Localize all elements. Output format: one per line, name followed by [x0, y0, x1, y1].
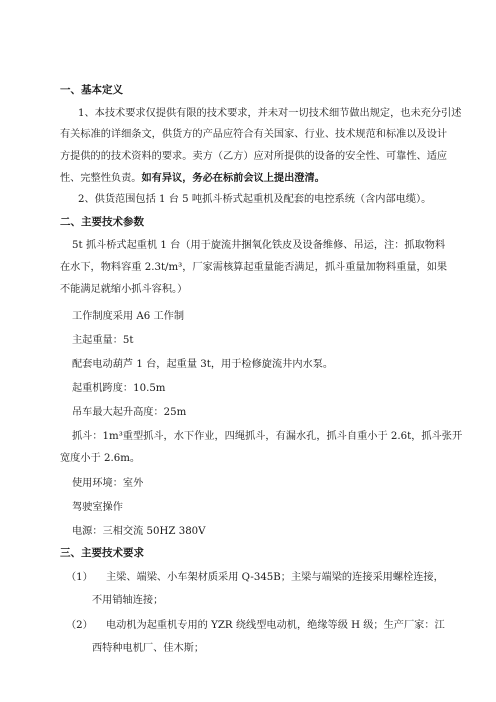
paragraph-text: 性、完整性负责。 [60, 173, 142, 184]
param-cab: 驾驶室操作 [72, 502, 123, 513]
list-item-line: 电动机为起重机专用的 YZR 绕线型电动机，绝缘等级 H 级；生产厂家：江 [106, 620, 445, 631]
list-item-line: 西特种电机厂、佳木斯； [92, 643, 205, 654]
paragraph-line [60, 172, 325, 185]
param-main-load: 主起重量：5t [72, 335, 134, 346]
list-item-line: 不用销轴连接； [92, 595, 164, 606]
param-grab-line2: 宽度小于 2.6m。 [60, 453, 141, 464]
param-environment: 使用环境：室外 [72, 478, 144, 489]
list-item-line: 主梁、端梁、小车架材质采用 Q-345B；主梁与端梁的连接采用螺栓连接， [106, 572, 444, 583]
paragraph-line: 在水下，物料容重 2.3t/m³，厂家需核算起重量能否满足，抓斗重量加物料重量，如果 [60, 262, 448, 273]
section-heading-tech-requirements: 三、主要技术要求 [60, 547, 144, 559]
param-work-class: 工作制度采用 A6 工作制 [72, 311, 185, 322]
param-span: 起重机跨度：10.5m [72, 383, 166, 394]
param-hoist: 配套电动葫芦 1 台，起重量 3t，用于检修旋流井内水泵。 [72, 359, 334, 370]
emphasis-text: 如有异议，务必在标前会议上提出澄清。 [141, 173, 325, 184]
paragraph-line: 1、本技术要求仅提供有限的技术要求，并未对一切技术细节做出规定，也未充分引述 [78, 108, 462, 119]
list-item-number: （1） [66, 572, 93, 583]
section-heading-basic-definition: 一、基本定义 [60, 84, 123, 96]
section-heading-tech-params: 二、主要技术参数 [60, 216, 144, 228]
paragraph-line: 方提供的的技术资料的要求。卖方（乙方）应对所提供的设备的安全性、可靠性、适应 [60, 151, 448, 162]
paragraph-line: 不能满足就缩小抓斗容积。） [60, 284, 188, 295]
paragraph-line: 5t 抓斗桥式起重机 1 台（用于旋流井捆氧化铁皮及设备维修、吊运，注：抓取物料 [72, 240, 446, 251]
param-grab-line1: 抓斗：1m³重型抓斗，水下作业，四绳抓斗，有漏水孔，抓斗自重小于 2.6t，抓斗张开 [72, 431, 463, 442]
paragraph-line: 有关标准的详细条文，供货方的产品应符合有关国家、行业、技术规范和标准以及设计 [60, 129, 448, 140]
supply-scope-line: 2、供货范围包括 1 台 5 吨抓斗桥式起重机及配套的电控系统（含内部电缆）。 [78, 194, 432, 205]
list-item-number: （2） [66, 620, 93, 631]
param-lift-height: 吊车最大起升高度：25m [72, 407, 187, 418]
param-power: 电源：三相交流 50HZ 380V [72, 526, 206, 537]
